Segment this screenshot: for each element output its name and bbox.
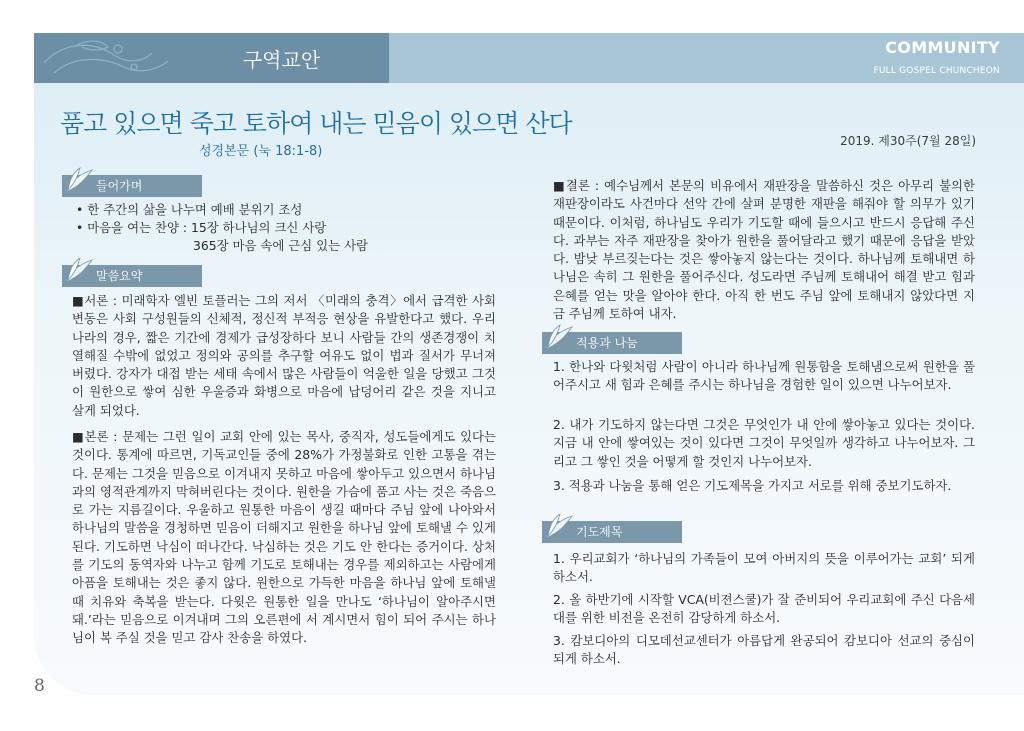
- section-heading-summary: 말씀요약: [96, 269, 143, 283]
- lesson-title: 품고 있으면 죽고 토하여 내는 믿음이 있으면 산다: [60, 109, 572, 138]
- intro-line-2: • 마음을 여는 찬양 : 15장 하나님의 크신 사랑: [76, 220, 327, 235]
- prayer-item-1: 1. 우리교회가 ‘하나님의 가족들이 모여 아버지의 뜻을 이루어가는 교회’ 되게 하소서.: [553, 551, 975, 585]
- section-header-summary: [62, 265, 202, 287]
- summary-conclusion: ■결론 : 예수님께서 본문의 비유에서 재판장을 말씀하신 것은 아무리 불의한 재판장이라도 사건마다 선악 간에 살펴 분명한 재판을 해줘야 할 의무가 있기 때문이다. 이처럼, 하나님도 우리가 기도할 때에 들으시고 반드시 응답해 주신다. 과부는 자주 재판장을 찾아가 원한을 풀어달라고 했기 때문에 응답을 받았다. 밤낮 부르짖는다는 것은 쌓아놓지 않는다는 것이다. 하나님께 토해내면 하나님은 속히 그 원한을 풀어주신다. 성도라면 주님께 토해내어 해결 받고 힘과 은혜를 얻는 맛을 알아야 한다. 아직 한 번도 주님 앞에 토해내지 않았다면 지금 주님께 토하여 내자.: [553, 178, 975, 322]
- lesson-date: 2019. 제30주(7월 28일): [840, 134, 976, 148]
- intro-line-3: 365장 마음 속에 근심 있는 사람: [193, 238, 369, 253]
- apply-item-1: 1. 한나와 다윗처럼 사람이 아니라 하나님께 원통함을 토해냄으로써 원한을 풀어주시고 새 힘과 은혜를 주시는 하나님을 경험한 일이 있으면 나누어보자.: [553, 359, 975, 393]
- apply-item-3: 3. 적용과 나눔을 통해 얻은 기도제목을 가지고 서로를 위해 중보기도하자.: [553, 478, 952, 493]
- section-header-prayer: [542, 521, 682, 543]
- summary-introduction: ■서론 : 미래학자 엘빈 토플러는 그의 저서 〈미래의 충격〉에서 급격한 사회변동은 사회 구성원들의 신체적, 정신적 부적응 현상을 유발한다고 했다. 우리나라의 경우, 짧은 기간에 경제가 급성장하다 보니 사람들 간의 생존경쟁이 치열해질 수밖에 없었고 정의와 공의를 추구할 여유도 없이 법과 질서가 무너져 버렸다. 강자가 대접 받는 세태 속에서 많은 사람들이 억울한 일을 당했고 그것이 원한으로 쌓여 심한 우울증과 화병으로 마음에 납덩어리 같은 것을 지니고 살게 되었다.: [72, 293, 496, 418]
- prayer-item-3: 3. 캄보디아의 디모데선교센터가 아름답게 완공되어 캄보디아 선교의 중심이 되게 하소서.: [553, 633, 975, 667]
- section-header-intro: [62, 175, 202, 197]
- section-heading-apply: 적용과 나눔: [576, 336, 638, 350]
- leaf-icon: [544, 512, 574, 542]
- prayer-item-2: 2. 올 하반기에 시작할 VCA(비젼스쿨)가 잘 준비되어 우리교회에 주신 다음세대를 위한 비전을 온전히 감당하게 하소서.: [553, 592, 975, 626]
- summary-body: ■본론 : 문제는 그런 일이 교회 안에 있는 목사, 중직자, 성도들에게도 있다는 것이다. 통계에 따르면, 기독교인들 중에 28%가 가정불화로 인한 고통을 겪는다. 문제는 그것을 믿음으로 이겨내지 못하고 마음에 쌓아두고 있으면서 하나님과의 영적관계까지 막혀버린다는 것이다. 원한을 가슴에 품고 사는 것은 죽음으로 가는 지름길이다. 우울하고 원통한 마음이 생길 때마다 주님 앞에 나아와서 하나님의 말씀을 경청하면 믿음이 더해지고 원한을 하나님 앞에 토해낼 수 있게 된다. 기도하면 낙심이 떠나간다. 낙심하는 것은 기도 안 한다는 증거이다. 상처를 기도의 동역자와 나누고 함께 기도로 토해내는 경우를 제외하고는 사람에게 아픔을 토해내는 것은 좋지 않다. 원한으로 가득한 마음을 하나님 앞에 토해낼 때 치유와 축복을 받는다. 다윗은 원통한 일을 만나도 ‘하나님이 알아주시면 돼.’라는 믿음으로 이겨내며 그의 오른편에 서 계시면서 힘이 되어 주시는 하나님이 복 주실 것을 믿고 감사 찬송을 하였다.: [72, 429, 496, 646]
- section-header-apply: [542, 332, 682, 354]
- brand: [873, 38, 1000, 76]
- section-heading-intro: 들어가며: [96, 179, 143, 193]
- section-heading-prayer: 기도제목: [576, 525, 623, 539]
- section-title: 구역교안: [242, 48, 321, 72]
- brand-name: COMMUNITY: [885, 38, 1000, 57]
- leaf-icon: [64, 256, 94, 286]
- header-title-box: [34, 33, 389, 83]
- scripture-reference: 성경본문 (눅 18:1-8): [199, 144, 323, 159]
- brand-subtitle: FULL GOSPEL CHUNCHEON: [873, 66, 1000, 76]
- leaf-icon: [64, 166, 94, 196]
- apply-item-2: 2. 내가 기도하지 않는다면 그것은 무엇인가 내 안에 쌓아놓고 있다는 것이다. 지금 내 안에 쌓여있는 것이 있다면 그것이 무엇일까 생각하고 나누어보자. 그리고 그 쌓인 것을 어떻게 할 것인지 나누어보자.: [553, 417, 975, 469]
- leaf-icon: [544, 323, 574, 353]
- intro-line-1: • 한 주간의 삶을 나누며 예배 분위기 조성: [76, 202, 303, 217]
- page-number: 8: [34, 676, 45, 696]
